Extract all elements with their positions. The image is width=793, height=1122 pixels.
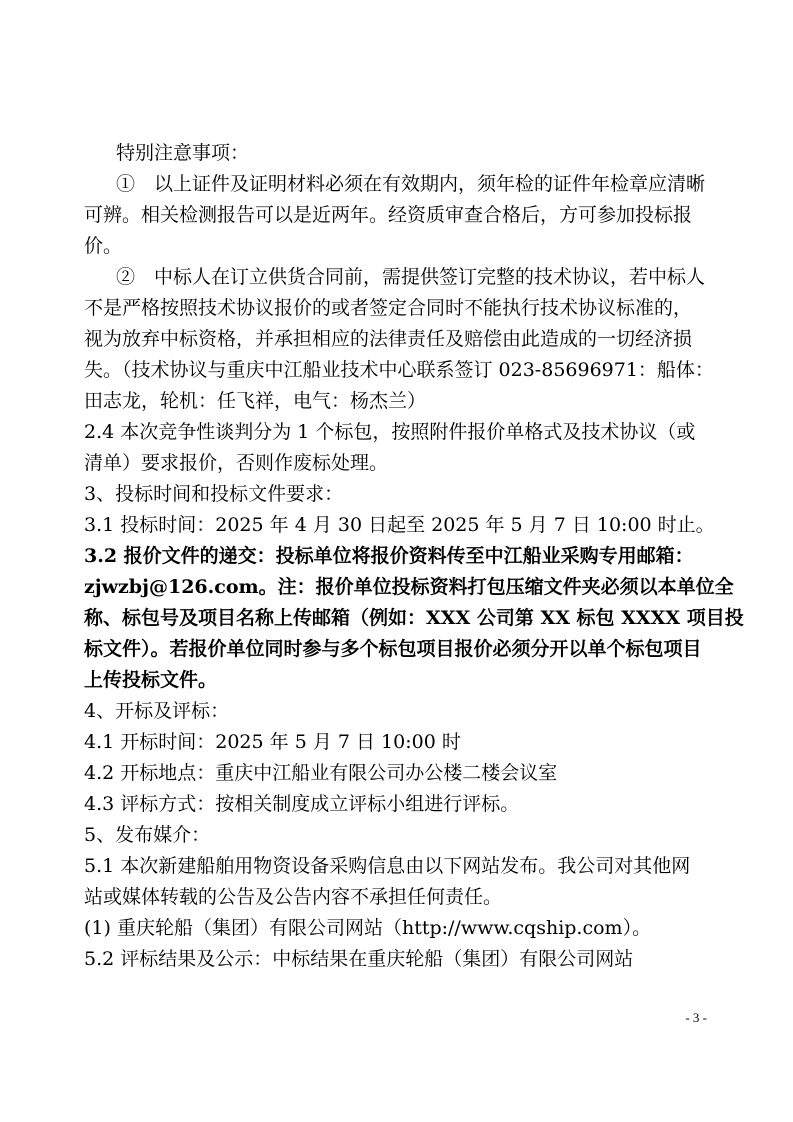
page-number: - 3 - (685, 1010, 707, 1025)
text-line: 4、开标及评标： (84, 700, 230, 722)
text-line: 3、投标时间和投标文件要求： (84, 483, 344, 505)
text-line: 3.1 投标时间：2025 年 4 月 30 日起至 2025 年 5 月 7 日 10:00 时止。 (84, 514, 715, 536)
text-line: 站或媒体转载的公告及公告内容不承担任何责任。 (84, 886, 503, 908)
text-line: 称、标包号及项目名称上传邮箱（例如：XXX 公司第 XX 标包 XXXX 项目投 (84, 607, 744, 629)
text-line: 视为放弃中标资格，并承担相应的法律责任及赔偿由此造成的一切经济损 (84, 328, 693, 350)
text-line: 特别注意事项： (116, 142, 250, 164)
text-line: 上传投标文件。 (84, 669, 218, 691)
text-line: ① 以上证件及证明材料必须在有效期内，须年检的证件年检章应清晰 (116, 173, 706, 195)
text-line: 4.3 评标方式：按相关制度成立评标小组进行评标。 (84, 793, 520, 815)
text-line: 可辨。相关检测报告可以是近两年。经资质审查合格后，方可参加投标报 (84, 204, 693, 226)
text-line: 5、发布媒介： (84, 824, 211, 846)
text-line: ② 中标人在订立供货合同前，需提供签订完整的技术协议，若中标人 (116, 266, 706, 288)
text-line: 5.1 本次新建船舶用物资设备采购信息由以下网站发布。我公司对其他网 (84, 855, 691, 877)
text-line: (1) 重庆轮船（集团）有限公司网站（http://www.cqship.com）。 (84, 917, 652, 939)
text-line: 4.1 开标时间：2025 年 5 月 7 日 10:00 时 (84, 731, 461, 753)
text-line: 清单）要求报价，否则作废标处理。 (84, 452, 389, 474)
text-line: 标文件）。若报价单位同时参与多个标包项目报价必须分开以单个标包项目 (84, 638, 702, 660)
text-line: 2.4 本次竞争性谈判分为 1 个标包，按照附件报价单格式及技术协议（或 (84, 421, 696, 443)
text-line: 3.2 报价文件的递交：投标单位将报价资料传至中江船业采购专用邮箱： (84, 545, 694, 567)
text-line: 价。 (84, 235, 123, 257)
text-line: 4.2 开标地点：重庆中江船业有限公司办公楼二楼会议室 (84, 762, 558, 784)
text-line: 失。（技术协议与重庆中江船业技术中心联系签订 023-85696971：船体： (84, 359, 714, 381)
text-line: 田志龙，轮机：任飞祥，电气：杨杰兰） (84, 390, 427, 412)
text-line: 5.2 评标结果及公示：中标结果在重庆轮船（集团）有限公司网站 (84, 948, 634, 970)
document-body (84, 138, 744, 975)
text-line: 不是严格按照技术协议报价的或者签定合同时不能执行技术协议标准的， (84, 297, 693, 319)
text-line: zjwzbj@126.com。注：报价单位投标资料打包压缩文件夹必须以本单位全 (84, 576, 734, 598)
